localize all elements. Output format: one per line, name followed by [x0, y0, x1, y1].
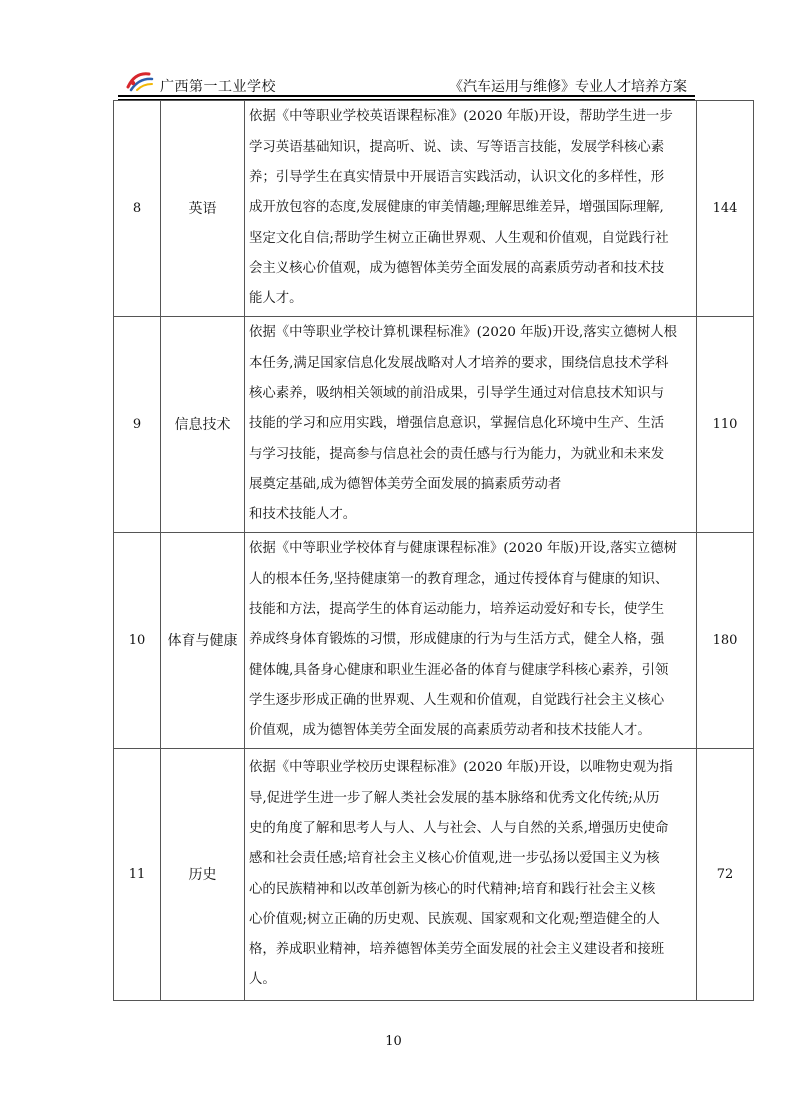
- page-number: 10: [385, 1034, 402, 1049]
- course-number: 8: [114, 101, 161, 317]
- course-hours: 180: [697, 533, 754, 749]
- course-hours: 72: [697, 749, 754, 1001]
- course-description: 依据《中等职业学校计算机课程标准》(2020 年版)开设,落实立德树人根 本任务,满足国家信息化发展战略对人才培养的要求，围绕信息技术学科 核心素养，吸纳相关领域的前沿成果，引导学生通过对信息技术知识与 技能的学习和应用实践，增强信息意识，掌握信息化环境中生产、生活 与学习技能，提高参与信息社会的责任感与行为能力，为就业和未来发 展奠定基础,成为德智体美劳全面发展的搞素质劳动者 和技术技能人才。: [245, 317, 697, 533]
- course-number: 11: [114, 749, 161, 1001]
- table-row: [114, 317, 754, 533]
- table-row: [114, 533, 754, 749]
- document-title: 《汽车运用与维修》专业人才培养方案: [449, 79, 687, 95]
- header-rule: [118, 95, 695, 97]
- course-description: 依据《中等职业学校历史课程标准》(2020 年版)开设，以唯物史观为指 导,促进学生进一步了解人类社会发展的基本脉络和优秀文化传统;从历 史的角度了解和思考人与人、人与社会、人与自然的关系,增强历史使命 感和社会责任感;培育社会主义核心价值观,进一步弘扬以爱国主义为核 心的民族精神和以改革创新为核心的时代精神;培育和践行社会主义核 心价值观;树立正确的历史观、民族观、国家观和文化观;塑造健全的人 格，养成职业精神，培养德智体美劳全面发展的社会主义建设者和接班 人。: [245, 749, 697, 1001]
- course-hours: 110: [697, 317, 754, 533]
- course-description: 依据《中等职业学校英语课程标准》(2020 年版)开设，帮助学生进一步 学习英语基础知识，提高听、说、读、写等语言技能，发展学科核心素 养；引导学生在真实情景中开展语言实践活动，认识文化的多样性，形 成开放包容的态度,发展健康的审美情趣;理解思维差异，增强国际理解, 坚定文化自信;帮助学生树立正确世界观、人生观和价值观，自觉践行社 会主义核心价值观，成为德智体美劳全面发展的高素质劳动者和技术技 能人才。: [245, 101, 697, 317]
- course-table: [113, 100, 754, 1001]
- course-number: 10: [114, 533, 161, 749]
- school-logo-icon: [125, 70, 155, 92]
- table-row: [114, 101, 754, 317]
- course-hours: 144: [697, 101, 754, 317]
- course-name: 英语: [161, 101, 245, 317]
- table-row: [114, 749, 754, 1001]
- course-description: 依据《中等职业学校体育与健康课程标准》(2020 年版)开设,落实立德树 人的根本任务,坚持健康第一的教育理念，通过传授体育与健康的知识、 技能和方法，提高学生的体育运动能力，培养运动爱好和专长，使学生 养成终身体育锻炼的习惯，形成健康的行为与生活方式，健全人格，强 健体魄,具备身心健康和职业生涯必备的体育与健康学科核心素养，引领 学生逐步形成正确的世界观、人生观和价值观，自觉践行社会主义核心 价值观，成为德智体美劳全面发展的高素质劳动者和技术技能人才。: [245, 533, 697, 749]
- course-name: 信息技术: [161, 317, 245, 533]
- course-name: 体育与健康: [161, 533, 245, 749]
- course-name: 历史: [161, 749, 245, 1001]
- page-header: [118, 68, 695, 98]
- school-name: 广西第一工业学校: [160, 79, 276, 95]
- course-number: 9: [114, 317, 161, 533]
